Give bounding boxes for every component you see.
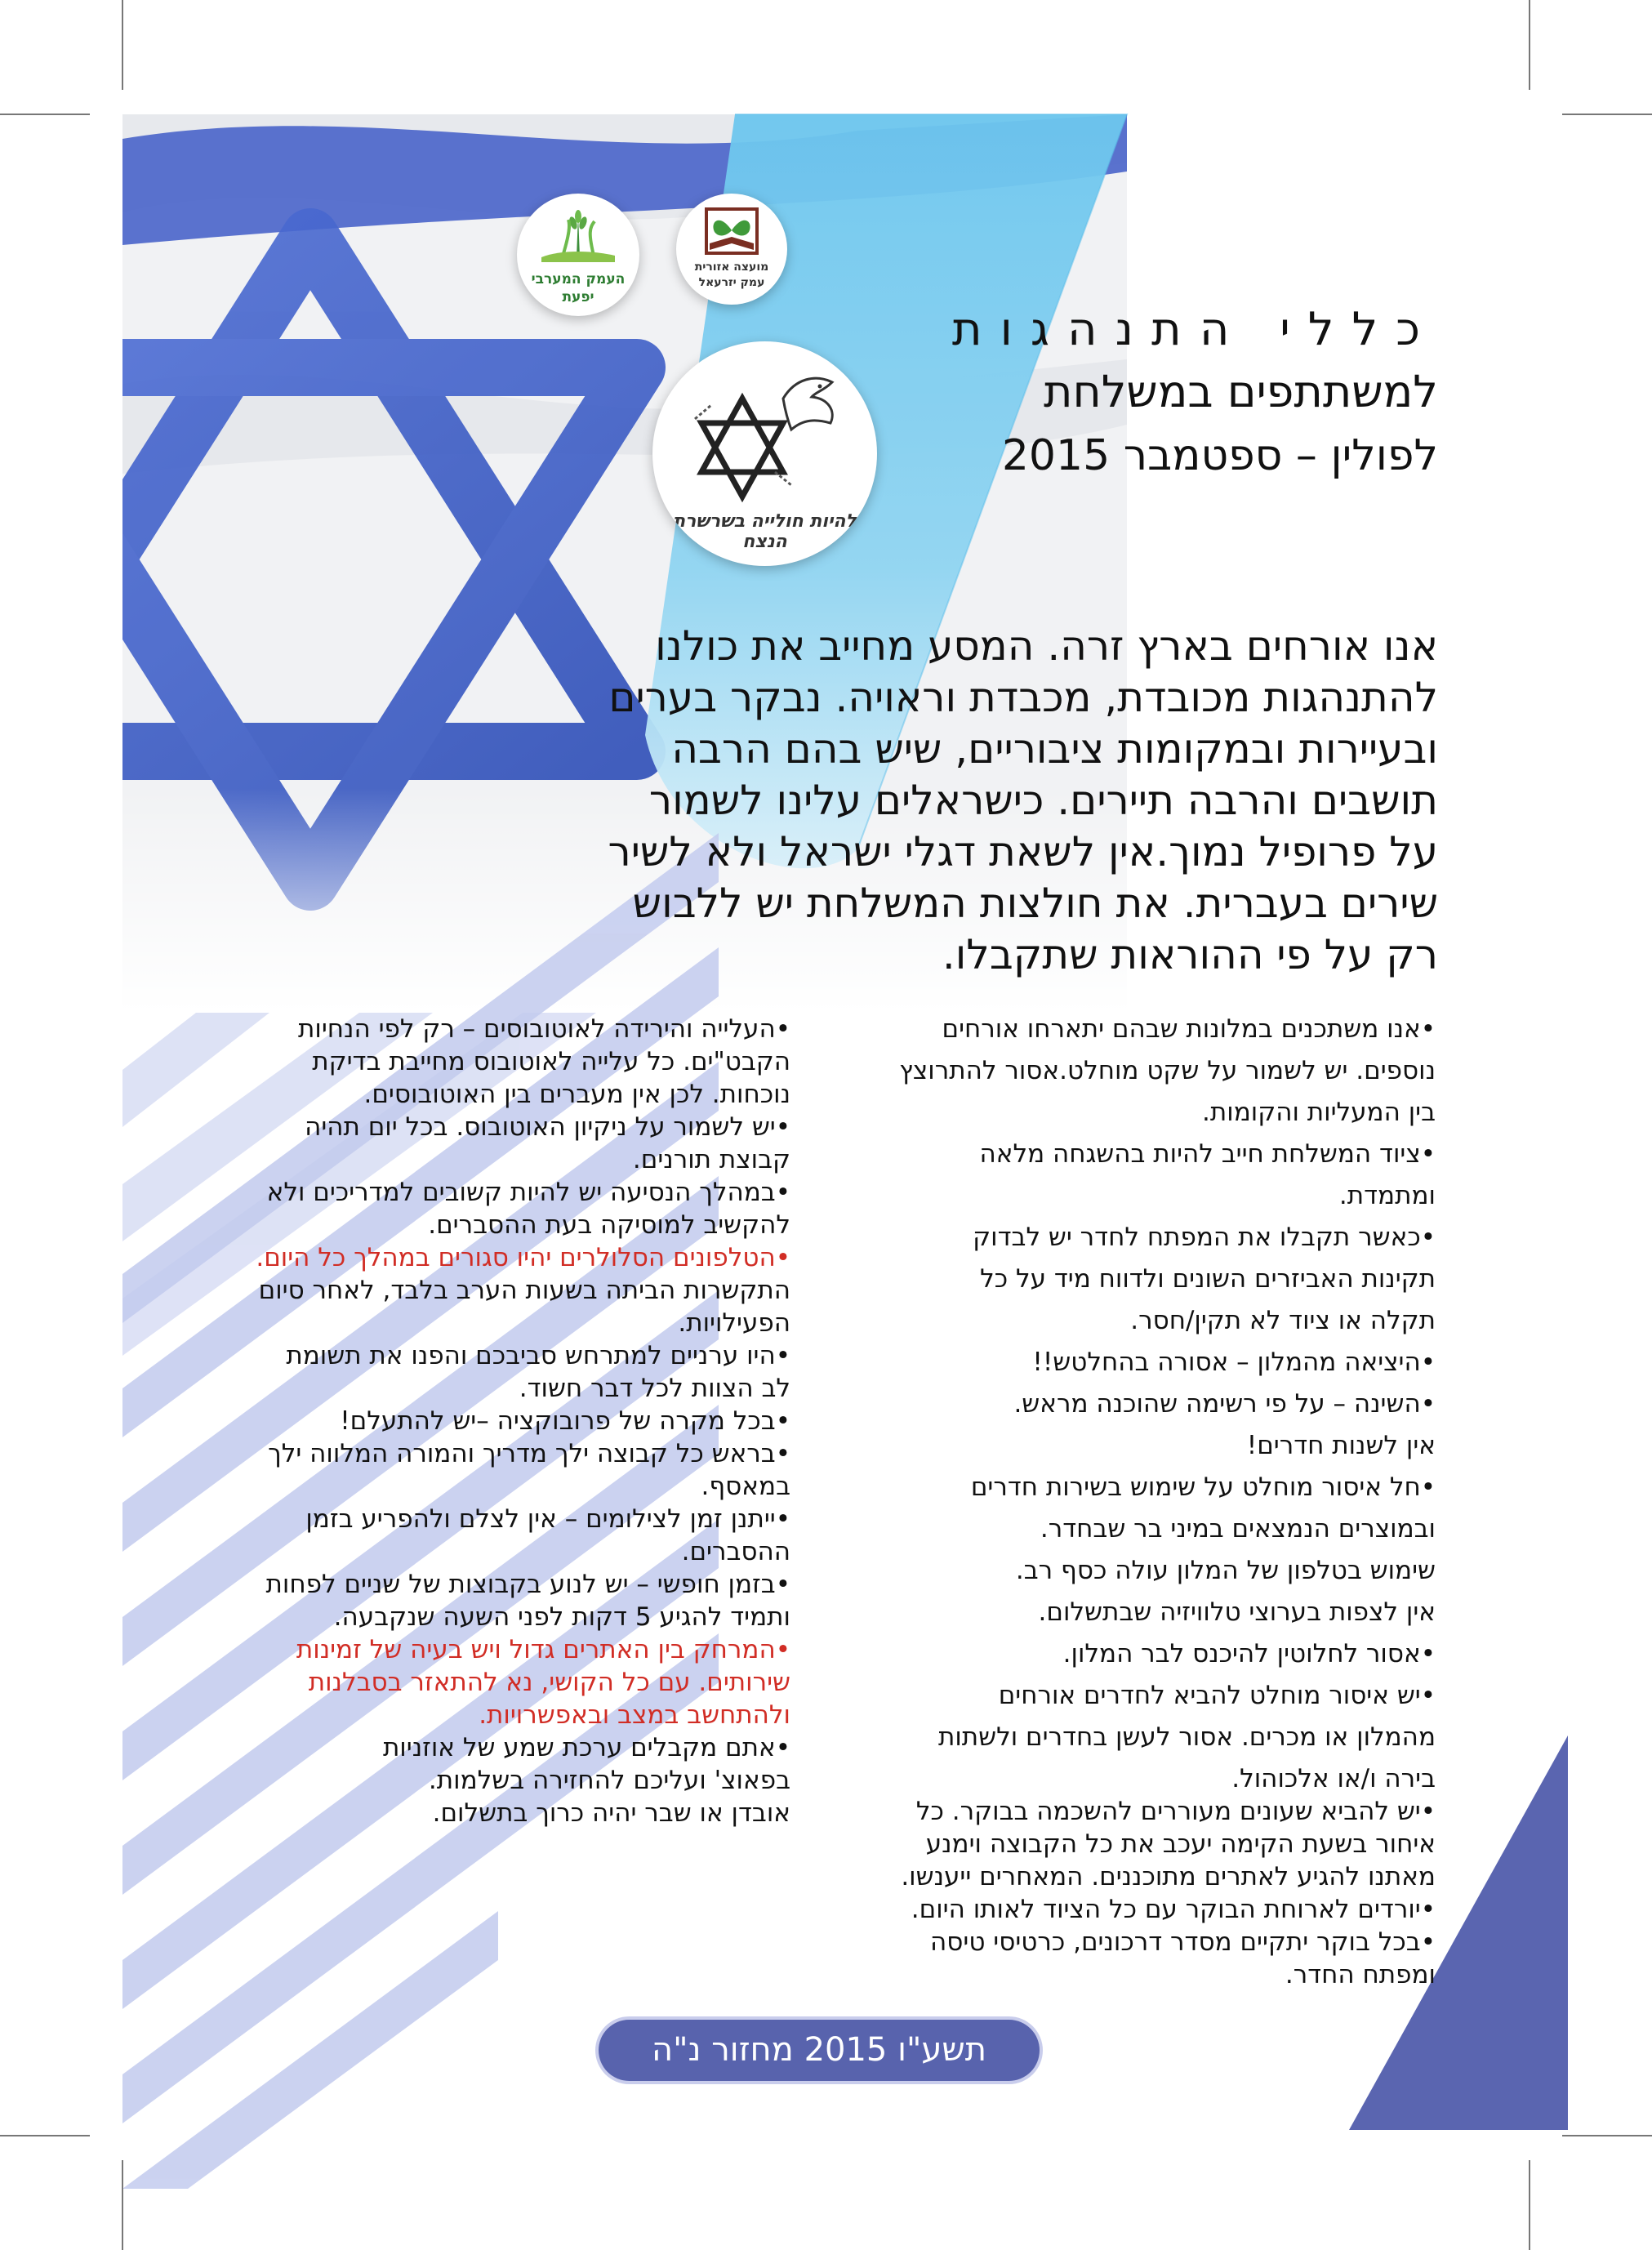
rule-line-highlight: שירותים. עם כל הקושי, נא להתאזר בסבלנות (308, 1668, 790, 1697)
rule-line: •בזמן חופשי – יש לנוע בקבוצות של שניים לפחות (265, 1570, 790, 1599)
rule-line: שימוש בטלפון של המלון עולה כסף רב. (1015, 1556, 1436, 1585)
rule-line: •היציאה מהמלון – אסורה בהחלטש!! (1032, 1348, 1436, 1377)
rule-line: איחור בשעת הקימה יעכב את כל הקבוצה וימנע (925, 1829, 1436, 1859)
rule-line: בין המעליות והקומות. (1202, 1098, 1436, 1127)
footer-year-badge: תשע"ו 2015 מחזור נ"ה (599, 2020, 1040, 2081)
rule-line: ובמוצרים הנמצאים במיני בר שבחדר. (1040, 1514, 1436, 1544)
rule-line: ותמיד להגיע 5 דקות לפני השעה שנקבעה. (333, 1602, 790, 1632)
rule-line: •בראש כל קבוצה ילך מדריך והמורה המלווה ילך (268, 1439, 790, 1468)
rule-line-highlight: •המרחק בין האתרים גדול ויש בעיה של זמינות (296, 1635, 790, 1664)
rule-line: •היו ערניים למתרחש סביבכם והפנו את תשומת (286, 1341, 790, 1370)
rule-line: נוספים. יש לשמור על שקט מוחלט.אסור להתרוצץ (899, 1056, 1436, 1085)
rule-line-highlight: ולהתחשב במצב ובאפשרויות. (479, 1700, 790, 1730)
rules-right-column (864, 1013, 1436, 1991)
regional-council-sub: עמק יזרעאל (698, 276, 765, 289)
rule-line: נוכחות. לכן אין מעברים בין האוטובוסים. (363, 1080, 790, 1109)
intro-line: על פרופיל נמוך.אין לשאת דגלי ישראל ולא לשיר (608, 828, 1438, 875)
intro-line: להתנהגות מכובדת, מכבדת וראויה. נבקר בערים (608, 674, 1438, 721)
rule-line: לב הצוות לכל דבר חשוד. (519, 1374, 790, 1403)
rule-line: אין לשנות חדרים! (1246, 1431, 1436, 1460)
emek-maaravi-logo (517, 194, 639, 316)
book-tree-icon (703, 206, 760, 256)
rule-line: תקלה או ציוד לא תקין/חסר. (1130, 1306, 1436, 1335)
rule-line: •יש לשמור על ניקיון האוטובוס. בכל יום תהיה (305, 1112, 790, 1142)
rule-line: בפאוצ' ועליכם להחזירה בשלמות. (428, 1766, 790, 1795)
rule-line: בירה ו/או אלכוהול. (1231, 1764, 1436, 1793)
chain-logo-arc-text: להיות חולייה בשרשרת הנצח (673, 511, 857, 552)
rule-line-highlight: •הטלפונים הסלולרים יהיו סגורים במהלך כל היום. (256, 1243, 790, 1272)
rule-line: תקינות האביזרים השונים ולדווח מיד על כל (980, 1264, 1436, 1294)
wheat-field-icon (537, 208, 619, 265)
page-title (866, 301, 1438, 488)
regional-council-name: מועצה אזורית (694, 261, 769, 274)
rule-line: •השינה – על פי רשימה שהוכנה מראש. (1013, 1389, 1436, 1419)
title-line-2: למשתתפים במשלחת (1043, 366, 1438, 417)
rule-line: •בכל בוקר יתקיים מסדר דרכונים, כרטיסי טיסה (930, 1927, 1436, 1957)
rule-line: אובדן או שבר יהיה כרוך בתשלום. (432, 1798, 790, 1828)
rule-line: מאתנו להגיע לאתרים מתוכננים. המאחרים ייענשו. (901, 1862, 1436, 1891)
emek-maaravi-sub: יפעת (562, 289, 594, 305)
rule-line: ומתמדת. (1338, 1181, 1436, 1210)
rule-line: •ייתנן זמן לצילומים – אין לצלם ולהפריע בזמן (305, 1504, 790, 1534)
rule-line: •ציוד המשלחת חייב להיות בהשגחה מלאה (979, 1139, 1436, 1169)
intro-line: תושבים והרבה תיירים. כישראלים עלינו לשמור (648, 777, 1438, 824)
rule-line: •בכל מקרה של פרובוקציה –יש להתעלם! (340, 1406, 790, 1436)
emek-maaravi-name: העמק המערבי (531, 271, 626, 287)
rule-line: הפעילויות. (678, 1308, 790, 1338)
rule-line: הקבט"ים. כל עלייה לאוטובוס מחייבת בדיקת (312, 1047, 790, 1076)
rule-line: •חל איסור מוחלט על שימוש בשירות חדרים (970, 1473, 1436, 1502)
intro-paragraph (491, 621, 1438, 981)
title-line-1: כללי התנהגות (951, 303, 1438, 356)
intro-line: שירים בעברית. את חולצות המשלחת יש ללבוש (632, 880, 1438, 927)
rule-line: אין לצפות בערוצי טלוויזיה שבתשלום. (1038, 1597, 1436, 1627)
rule-line: מהמלון או מכרים. אסור לעשן בחדרים ולשתות (937, 1722, 1436, 1752)
rule-line: להקשיב למוסיקה בעת ההסברים. (428, 1210, 790, 1240)
title-line-3: לפולין – ספטמבר 2015 (1001, 431, 1438, 480)
intro-line: אנו אורחים בארץ זרה. המסע מחייב את כולנו (655, 622, 1438, 670)
rule-line: •אסור לחלוטין להיכנס לבר המלון. (1062, 1639, 1436, 1669)
rule-line: קבוצת תורנים. (632, 1145, 790, 1174)
rule-line: •יש להביא שעונים מעוררים להשכמה בבוקר. כל (915, 1797, 1436, 1826)
regional-council-logo (676, 194, 787, 305)
rule-line: התקשרות הביתה בשעות הערב בלבד, לאחר סיום (258, 1276, 790, 1305)
rule-line: •יש איסור מוחלט להביא לחדרים אורחים (998, 1681, 1436, 1710)
rule-line: •במהלך הנסיעה יש להיות קשובים למדריכים ולא (266, 1178, 790, 1207)
rule-line: •יורדים לארוחת הבוקר עם כל הציוד לאותו היום. (911, 1895, 1436, 1924)
rule-line: •כאשר תקבלו את המפתח לחדר יש לבדוק (973, 1223, 1436, 1252)
chain-of-eternity-logo (652, 341, 877, 566)
rule-line: •אנו משתכנים במלונות שבהם יתארחו אורחים (942, 1014, 1436, 1044)
rule-line: ההסברים. (681, 1537, 790, 1566)
rule-line: ומפתח החדר. (1285, 1960, 1436, 1989)
intro-line: ובעיירות ובמקומות ציבוריים, שיש בהם הרבה (671, 725, 1438, 773)
rule-line: •העלייה והירידה לאוטובוסים – רק לפי הנחיות (298, 1014, 790, 1044)
rules-left-column (219, 1013, 790, 1829)
intro-line: רק על פי ההוראות שתקבלו. (942, 931, 1438, 978)
rule-line: •אתם מקבלים ערכת שמע של אוזניות (382, 1733, 790, 1762)
rule-line: במאסף. (701, 1472, 790, 1501)
